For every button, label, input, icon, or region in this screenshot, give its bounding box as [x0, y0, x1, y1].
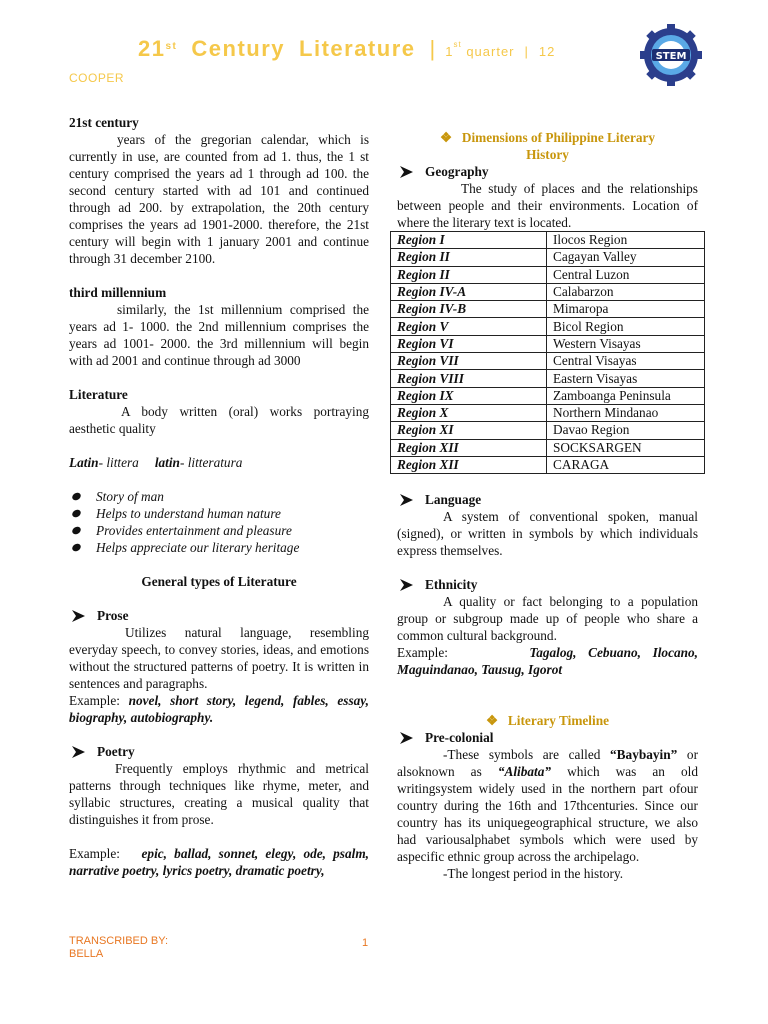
table-row	[391, 404, 705, 421]
arrowhead-icon	[399, 493, 415, 507]
text-language: A system of conventional spoken, manual (signed), or written in symbols by which individuals express themselves.	[397, 509, 698, 559]
list-item-text: Helps to understand human nature	[96, 506, 281, 521]
region-code-cell: Region X	[391, 404, 547, 421]
region-code-cell: Region VII	[391, 353, 547, 370]
list-item	[69, 522, 369, 539]
quarter-suffix: st	[453, 40, 462, 49]
text-21st-century: years of the gregorian calendar, which is currently in use, are counted from ad 1. thus, the 1 st century comprised the years ad 1 through ad 100. the second century started with ad 101 and continued through ad 200. by extrapolation, the 20th century comprises the years ad 1901-2000. therefore, the 21st century will begin with 1 january 2001 and continue through 31 december 2100.	[69, 132, 369, 266]
latin-label-2: latin	[154, 455, 180, 470]
heading-dimensions	[397, 129, 698, 163]
footer-transcribed	[69, 935, 168, 961]
table-row	[391, 335, 705, 352]
latin-word-1: - littera	[98, 455, 139, 470]
text-longest-period: -The longest period in the history.	[443, 866, 624, 882]
arrowhead-icon	[399, 731, 415, 745]
table-row	[391, 283, 705, 300]
text-third-millennium: similarly, the 1st millennium comprised the years ad 1- 1000. the 2nd millennium comprises the years ad 1001- 2000. the 3rd millennium will begin with ad 2001 and continue through ad 3000	[69, 302, 369, 368]
text-geography: The study of places and the relationships between people and their environments. Location of where the literary text is located.	[397, 181, 698, 230]
region-name-cell: Zamboanga Peninsula	[547, 387, 705, 404]
heading-language-text: Language	[425, 492, 482, 508]
quarter-label: quarter	[466, 44, 515, 59]
example-list: novel, short story, legend, fables, essay, biography, autobiography.	[69, 693, 370, 725]
page-number: 1	[362, 937, 369, 949]
text-run: -These symbols are called	[443, 747, 611, 763]
title-word-literature: Literature	[299, 36, 416, 61]
example-list: epic, ballad, sonnet, elegy, ode, psalm, narrative poetry, lyrics poetry, dramatic poetry,	[69, 846, 369, 878]
page-header-title	[138, 36, 556, 61]
latin-label-1: Latin	[69, 455, 99, 470]
prose-example	[69, 692, 369, 726]
region-name-cell: Mimaropa	[547, 301, 705, 318]
title-word-century: Century	[191, 36, 286, 61]
footer-label: TRANSCRIBED BY:	[69, 935, 169, 947]
table-row	[391, 318, 705, 335]
header-separator: |	[429, 36, 436, 61]
heading-prose	[69, 607, 369, 624]
table-row	[391, 301, 705, 318]
title-number: 21	[138, 36, 166, 61]
region-code-cell: Region IX	[391, 387, 547, 404]
logo-text: STEM	[655, 51, 687, 62]
poetry-example	[69, 845, 369, 879]
region-code-cell: Region XII	[391, 439, 547, 456]
heading-language	[397, 491, 698, 508]
heading-general-types: General types of Literature	[141, 574, 297, 589]
stem-gear-logo-icon	[640, 24, 702, 86]
region-code-cell: Region VI	[391, 335, 547, 352]
title-suffix: st	[165, 41, 178, 52]
term-alibata: “Alibata”	[497, 764, 552, 780]
list-item-text: Story of man	[96, 489, 164, 504]
arrowhead-icon	[71, 609, 87, 623]
region-code-cell: Region VIII	[391, 370, 547, 387]
text-ethnicity: A quality or fact belonging to a population group or subgroup made up of people who share a common cultural background.	[397, 594, 698, 644]
heading-21st-century: 21st century	[69, 115, 139, 130]
example-label: Example:	[69, 693, 120, 708]
heading-prose-text: Prose	[97, 608, 129, 623]
heading-poetry	[69, 743, 369, 760]
region-code-cell: Region IV-B	[391, 301, 547, 318]
example-label: Example:	[69, 846, 120, 861]
left-column	[69, 114, 369, 879]
term-baybayin: “Baybayin”	[610, 747, 678, 763]
list-item	[69, 488, 369, 505]
arrowhead-icon	[399, 578, 415, 592]
heading-ethnicity	[397, 576, 698, 593]
region-code-cell: Region XII	[391, 456, 547, 473]
region-code-cell: Region I	[391, 232, 547, 249]
heading-geography	[397, 163, 698, 180]
list-item	[69, 539, 369, 556]
text-pre-colonial	[397, 746, 698, 865]
list-item-text: Provides entertainment and pleasure	[96, 523, 292, 538]
region-code-cell: Region XI	[391, 422, 547, 439]
heading-dimensions-text: Dimensions of Philippine Literary History	[461, 130, 656, 162]
quarter-number: 1	[445, 44, 454, 59]
bullet-icon	[71, 491, 82, 502]
region-name-cell: Ilocos Region	[547, 232, 705, 249]
table-row	[391, 439, 705, 456]
example-label: Example:	[397, 645, 448, 661]
example-list: Tagalog, Cebuano, Ilocano, Maguindanao, Tausug, Igorot	[397, 645, 698, 678]
text-prose: Utilizes natural language, resembling everyday speech, to convey stories, ideas, and emotions without the structured patterns of poetry. It is written in sentences and paragraphs.	[69, 625, 369, 691]
region-code-cell: Region V	[391, 318, 547, 335]
ethnicity-example	[397, 644, 698, 678]
table-row	[391, 370, 705, 387]
region-name-cell: Calabarzon	[547, 283, 705, 300]
region-name-cell: Davao Region	[547, 422, 705, 439]
diamond-bullet-icon: ❖	[486, 713, 498, 729]
region-name-cell: Eastern Visayas	[547, 370, 705, 387]
heading-pre-colonial-text: Pre-colonial	[425, 730, 494, 746]
latin-word-2: - litteratura	[179, 455, 243, 470]
arrowhead-icon	[399, 165, 415, 179]
region-name-cell: Northern Mindanao	[547, 404, 705, 421]
region-name-cell: Central Luzon	[547, 266, 705, 283]
literature-bullet-list	[69, 488, 369, 556]
right-column	[397, 129, 698, 882]
region-name-cell: Bicol Region	[547, 318, 705, 335]
heading-geography-text: Geography	[425, 164, 489, 179]
table-row	[391, 456, 705, 473]
header-separator-2: |	[524, 44, 529, 59]
bullet-icon	[71, 508, 82, 519]
bullet-icon	[71, 542, 82, 553]
heading-literature: Literature	[69, 387, 128, 402]
table-row	[391, 266, 705, 283]
text-run: which was an old writingsystem widely used in the northern part ofour country during the 16th and 17thcenturies. Since our country has its uniquegeographical structure, we also had variousalphabet symbols which were used by aspecific ethnic group across the archipelago.	[397, 764, 699, 865]
table-row	[391, 422, 705, 439]
bullet-icon	[71, 525, 82, 536]
heading-third-millennium: third millennium	[69, 285, 167, 300]
table-row	[391, 353, 705, 370]
text-literature: A body written (oral) works portraying aesthetic quality	[69, 404, 369, 436]
region-name-cell: Cagayan Valley	[547, 249, 705, 266]
heading-literary-timeline	[397, 712, 698, 729]
region-name-cell: CARAGA	[547, 456, 705, 473]
text-poetry: Frequently employs rhythmic and metrical patterns through techniques like rhyme, meter, and syllabic structures, creating a musical quality that distinguishes it from prose.	[69, 761, 369, 827]
arrowhead-icon	[71, 745, 87, 759]
region-code-cell: Region IV-A	[391, 283, 547, 300]
heading-poetry-text: Poetry	[97, 744, 135, 759]
heading-pre-colonial	[397, 729, 698, 746]
table-row	[391, 249, 705, 266]
heading-ethnicity-text: Ethnicity	[425, 577, 478, 593]
footer-author: BELLA	[69, 948, 104, 960]
grade-label: 12	[538, 44, 556, 59]
list-item-text: Helps appreciate our literary heritage	[96, 540, 300, 555]
student-name: COOPER	[69, 71, 125, 85]
region-name-cell: Western Visayas	[547, 335, 705, 352]
heading-timeline-text: Literary Timeline	[507, 713, 609, 729]
diamond-bullet-icon: ❖	[439, 130, 452, 145]
latin-line	[69, 454, 369, 471]
region-name-cell: Central Visayas	[547, 353, 705, 370]
table-row	[391, 387, 705, 404]
list-item	[69, 505, 369, 522]
region-name-cell: SOCKSARGEN	[547, 439, 705, 456]
region-code-cell: Region II	[391, 249, 547, 266]
text-run: or alsoknown as	[397, 747, 698, 780]
regions-table	[390, 231, 705, 474]
region-code-cell: Region II	[391, 266, 547, 283]
table-row	[391, 232, 705, 249]
